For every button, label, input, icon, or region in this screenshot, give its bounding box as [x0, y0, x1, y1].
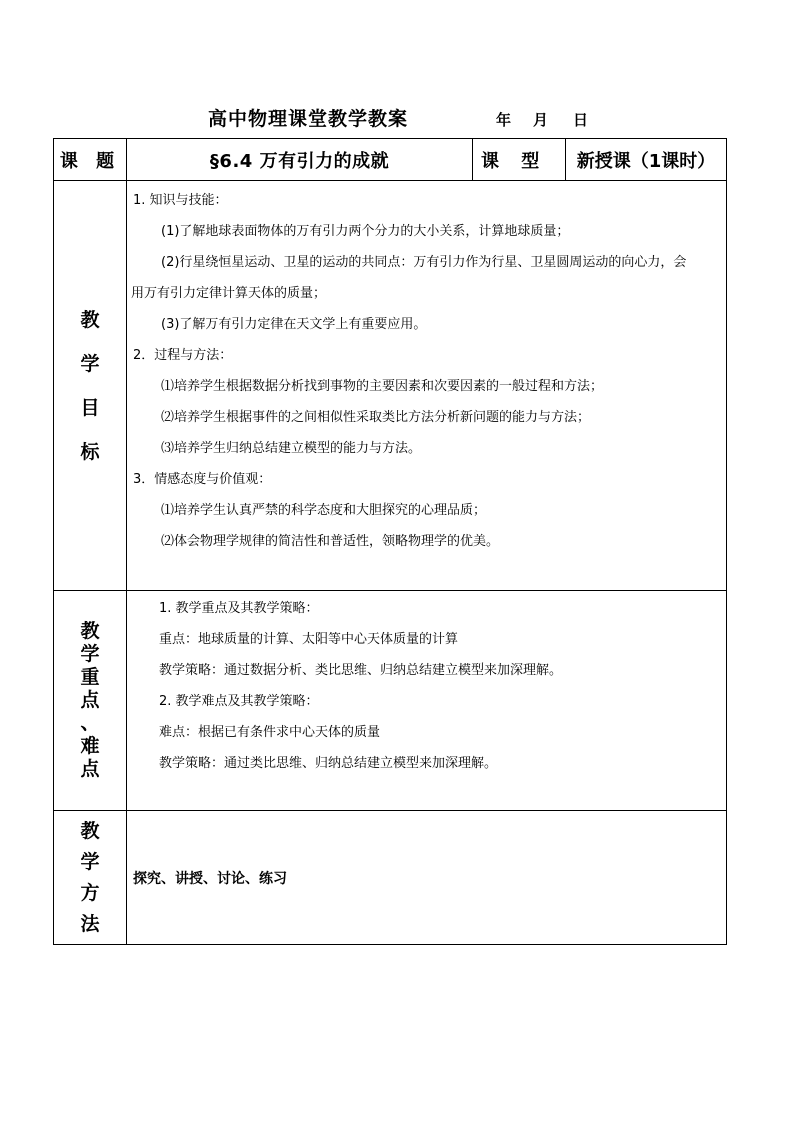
lesson-plan-table — [53, 138, 727, 945]
key-points-label: 教 学 重 点 、 难 点 — [54, 591, 127, 811]
date-month-label: 月 — [533, 111, 549, 129]
date-day-label: 日 — [573, 111, 589, 129]
goal-item: (3)了解万有引力定律在天文学上有重要应用。 — [161, 317, 427, 332]
goal-item: ⑵体会物理学规律的简洁性和普适性，领略物理学的优美。 — [161, 534, 500, 549]
goal-item: ⑶培养学生归纳总结建立模型的能力与方法。 — [161, 441, 422, 456]
key-point-line: 1. 教学重点及其教学策略： — [159, 601, 319, 616]
goal-section-knowledge: 1. 知识与技能： — [133, 193, 228, 208]
key-points-row — [54, 591, 727, 811]
goal-section-process: 2．过程与方法： — [133, 348, 233, 363]
goal-section-attitude: 3．情感态度与价值观： — [133, 472, 272, 487]
subject-label: 课 题 — [54, 139, 127, 181]
page-header — [0, 104, 794, 134]
key-point-line: 教学策略：通过数据分析、类比思维、归纳总结建立模型来加深理解。 — [159, 663, 563, 678]
key-points-content — [127, 591, 727, 811]
goals-content — [127, 181, 727, 591]
document-title: 高中物理课堂教学教案 — [208, 108, 409, 130]
key-point-line: 教学策略：通过类比思维、归纳总结建立模型来加深理解。 — [159, 756, 498, 771]
class-type-value: 新授课（1课时） — [566, 139, 727, 181]
date-year-label: 年 — [496, 111, 512, 129]
key-point-line: 2. 教学难点及其教学策略： — [159, 694, 319, 709]
key-point-line: 难点：根据已有条件求中心天体的质量 — [159, 725, 381, 740]
goals-label: 教 学 目 标 — [54, 181, 127, 591]
methods-content: 探究、讲授、讨论、练习 — [127, 811, 727, 945]
methods-row — [54, 811, 727, 945]
goal-item: ⑴培养学生认真严禁的科学态度和大胆探究的心理品质； — [161, 503, 487, 518]
goal-item: (1)了解地球表面物体的万有引力两个分力的大小关系，计算地球质量； — [161, 224, 570, 239]
class-type-label: 课 型 — [473, 139, 566, 181]
goal-item: ⑵培养学生根据事件的之间相似性采取类比方法分析新问题的能力与方法； — [161, 410, 591, 425]
goals-row — [54, 181, 727, 591]
subject-value: §6.4 万有引力的成就 — [127, 139, 473, 181]
goal-item-continuation: 用万有引力定律计算天体的质量； — [131, 286, 327, 301]
goal-item: ⑴培养学生根据数据分析找到事物的主要因素和次要因素的一般过程和方法； — [161, 379, 604, 394]
methods-label: 教 学 方 法 — [54, 811, 127, 945]
goal-item: (2)行星绕恒星运动、卫星的运动的共同点：万有引力作为行星、卫星圆周运动的向心力，会 — [161, 255, 687, 270]
subject-row — [54, 139, 727, 181]
key-point-line: 重点：地球质量的计算、太阳等中心天体质量的计算 — [159, 632, 459, 647]
